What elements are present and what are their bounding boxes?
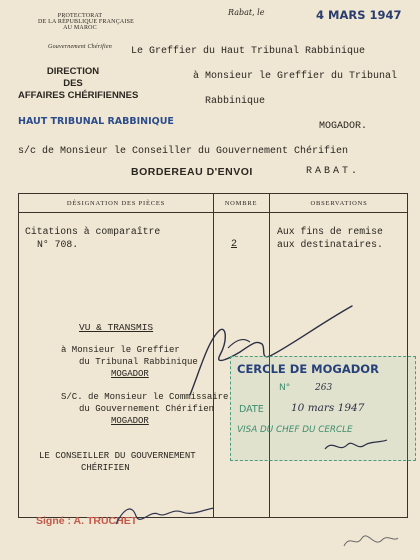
header-number: NOMBRE [224,200,258,207]
via-line: s/c de Monsieur le Conseiller du Gouvernement Chérifien [18,146,349,157]
transmission-city-2: MOGADOR [111,416,149,426]
direction-line-2: DES [63,78,83,89]
cercle-stamp-date-label: DATE [239,404,264,415]
transmission-line-3: S/C. de Monsieur le Commissaire [61,392,229,402]
item-number: 2 [231,239,238,250]
item-observation-1: Aux fins de remise [277,226,383,237]
date-stamp: 4 MARS 1947 [316,8,402,22]
direction-block [18,66,139,102]
transmission-line-6: CHÉRIFIEN [81,463,130,473]
corner-initials [340,528,400,554]
item-designation-1: Citations à comparaître [25,226,161,237]
cercle-stamp-no-label: N° [279,383,291,393]
letterhead-line-1: PROTECTORAT [57,13,103,19]
truchet-signature [110,500,220,532]
signed-by: Signé : A. TRUCHET [36,515,138,527]
letterhead-protectorate [38,13,135,31]
direction-line-3: AFFAIRES CHÉRIFIENNES [18,90,139,101]
recipient-line-2: Rabbinique [205,96,266,107]
cercle-stamp [230,356,416,461]
item-designation-2: N° 708. [37,239,79,250]
transmission-city-1: MOGADOR [111,369,149,379]
cercle-stamp-visa: VISA DU CHEF DU CERCLE [237,425,353,435]
place-date-label: Rabat, le [228,8,265,17]
recipient-city: MOGADOR. [319,121,368,132]
header-observations: OBSERVATIONS [310,200,368,207]
sender-line: Le Greffier du Haut Tribunal Rabbinique [131,46,366,57]
cercle-stamp-no-value: 263 [315,383,333,393]
header-divider [19,212,407,213]
item-observation-2: aux destinataires. [277,239,383,250]
transmission-title: VU & TRANSMIS [79,322,154,333]
letterhead-line-3: AU MAROC [63,25,97,31]
cercle-stamp-title: CERCLE DE MOGADOR [237,362,379,376]
document-title: BORDEREAU D'ENVOI [131,166,253,178]
transmission-line-2: du Tribunal Rabbinique [79,357,198,367]
transmission-line-1: à Monsieur le Greffier [61,345,180,355]
via-city: RABAT. [306,166,361,177]
letterhead-government: Gouvernement Chérifien [48,44,112,50]
transmission-line-4: du Gouvernement Chérifien [79,404,215,414]
header-designation: DÉSIGNATION DES PIÈCES [66,200,166,207]
cercle-stamp-date-value: 10 mars 1947 [291,402,365,414]
cercle-stamp-initials [321,435,391,457]
letterhead-line-2: DE LA RÉPUBLIQUE FRANÇAISE [38,19,135,25]
transmission-line-5: LE CONSEILLER DU GOUVERNEMENT [39,451,196,461]
direction-line-1: DIRECTION [46,66,100,77]
tribunal-stamp: HAUT TRIBUNAL RABBINIQUE [18,116,174,127]
recipient-line-1: à Monsieur le Greffier du Tribunal [193,71,398,82]
